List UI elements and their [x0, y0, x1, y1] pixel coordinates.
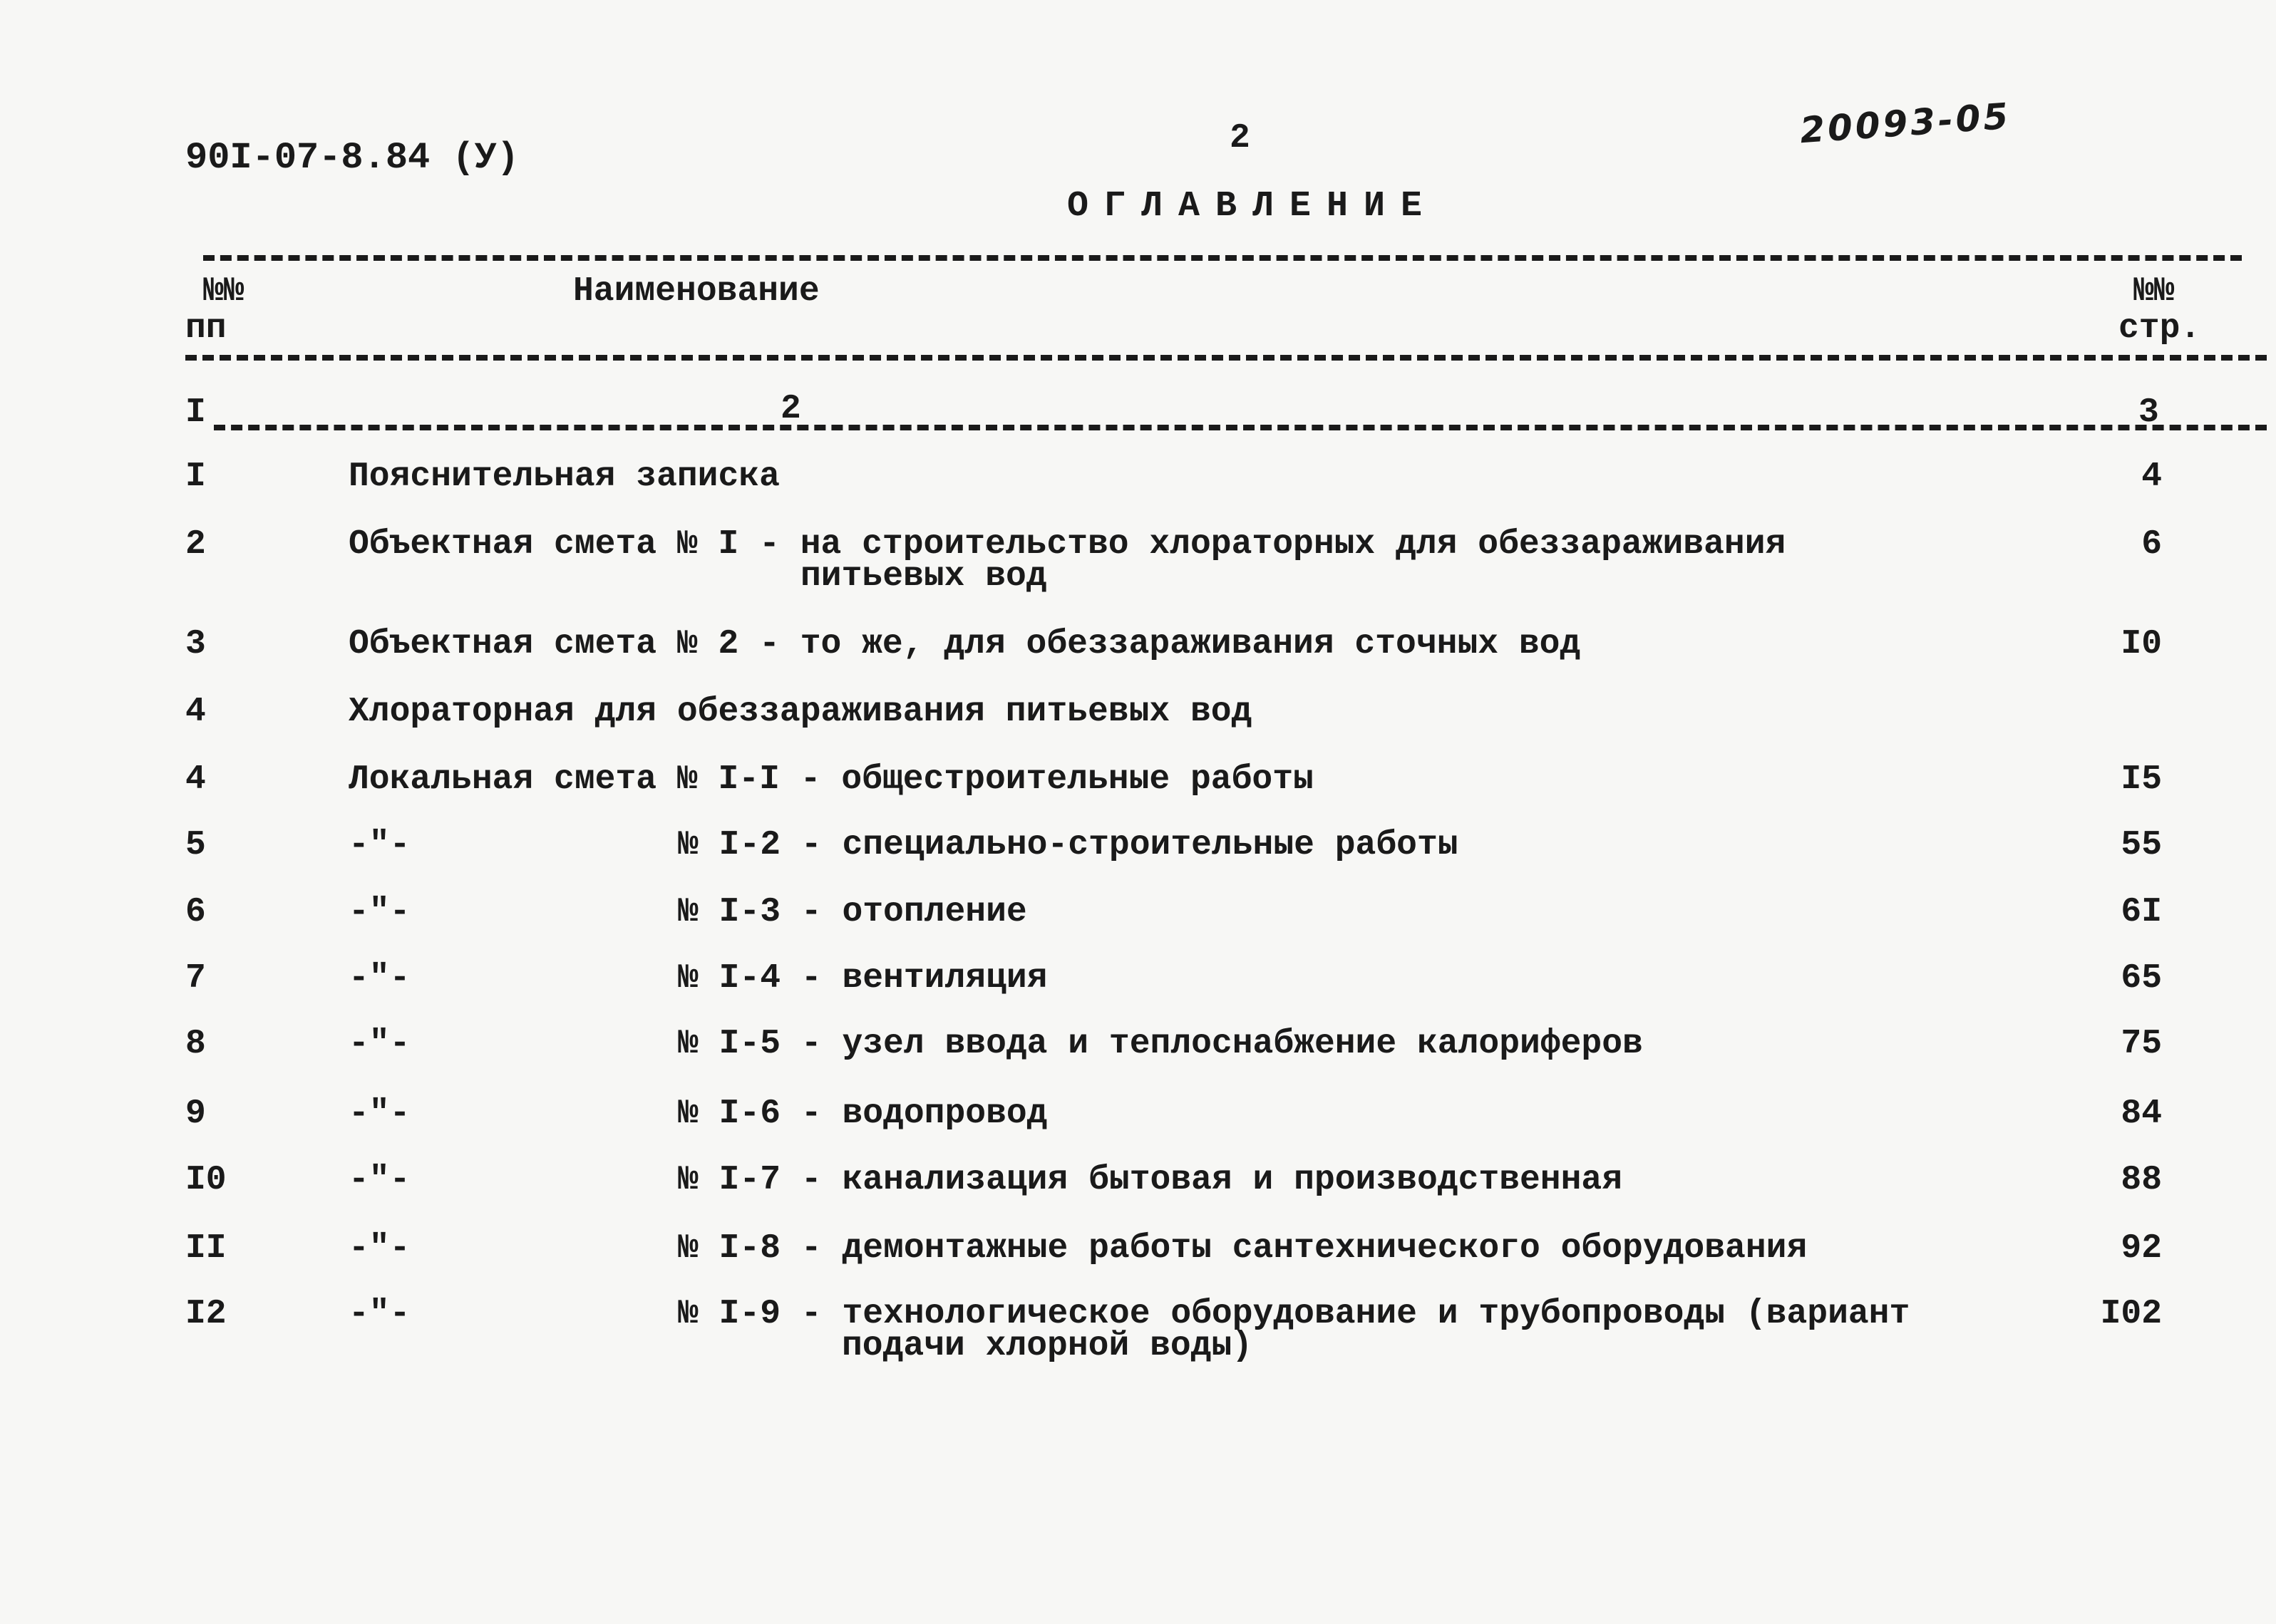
- divider: [203, 255, 2242, 261]
- row-number: I: [185, 457, 206, 496]
- row-number: 8: [185, 1025, 206, 1063]
- row-name: Локальная смета № I-I - общестроительные работы: [349, 760, 1314, 799]
- row-page: 6I: [2121, 893, 2162, 931]
- row-number: 3: [185, 625, 206, 663]
- row-continuation: подачи хлорной воды): [842, 1327, 1253, 1365]
- row-name: -"-: [349, 1025, 411, 1063]
- row-page: 88: [2121, 1161, 2162, 1199]
- row-page: 4: [2141, 457, 2162, 496]
- row-name: Объектная смета № I - на строительство хлораторных для обеззараживания: [349, 525, 1786, 564]
- row-subtitle: № I-6 - водопровод: [678, 1095, 1048, 1133]
- row-name: -"-: [349, 1295, 411, 1333]
- row-page: I5: [2121, 760, 2162, 799]
- col-index-num: I: [185, 393, 206, 432]
- row-number: 6: [185, 893, 206, 931]
- row-number: I2: [185, 1295, 227, 1333]
- row-continuation: питьевых вод: [800, 557, 1047, 596]
- divider: [185, 355, 2267, 361]
- row-number: I0: [185, 1161, 227, 1199]
- row-page: 6: [2141, 525, 2162, 564]
- row-name: -"-: [349, 1229, 411, 1268]
- row-subtitle: № I-5 - узел ввода и теплоснабжение калориферов: [678, 1025, 1643, 1063]
- row-number: 2: [185, 525, 206, 564]
- row-page: 55: [2121, 826, 2162, 864]
- row-subtitle: № I-7 - канализация бытовая и производственная: [678, 1161, 1623, 1199]
- col-num-header-top: №№: [203, 272, 244, 311]
- row-page: 92: [2121, 1229, 2162, 1268]
- col-page-header-bottom: стр.: [2118, 309, 2201, 348]
- row-name: -"-: [349, 959, 411, 998]
- row-page: 75: [2121, 1025, 2162, 1063]
- row-page: I02: [2100, 1295, 2162, 1333]
- page-number: 2: [1230, 119, 1250, 157]
- row-name: Пояснительная записка: [349, 457, 780, 496]
- row-name: Объектная смета № 2 - то же, для обеззараживания сточных вод: [349, 625, 1581, 663]
- col-name-header: Наименование: [573, 272, 820, 311]
- row-page: I0: [2121, 625, 2162, 663]
- row-number: 9: [185, 1095, 206, 1133]
- row-page: 84: [2121, 1095, 2162, 1133]
- row-subtitle: № I-2 - специально-строительные работы: [678, 826, 1458, 864]
- col-index-page: 3: [2138, 393, 2159, 432]
- row-name: -"-: [349, 1095, 411, 1133]
- row-page: 65: [2121, 959, 2162, 998]
- row-subtitle: № I-4 - вентиляция: [678, 959, 1048, 998]
- row-name: -"-: [349, 1161, 411, 1199]
- row-subtitle: № I-8 - демонтажные работы сантехнического оборудования: [678, 1229, 1808, 1268]
- row-name: Хлораторная для обеззараживания питьевых вод: [349, 693, 1252, 731]
- col-num-header-bottom: пп: [185, 309, 227, 348]
- document-code: 90I-07-8.84 (У): [185, 137, 520, 179]
- col-index-name: 2: [781, 390, 801, 428]
- page-title: ОГЛАВЛЕНИЕ: [1067, 186, 1438, 227]
- row-subtitle: № I-9 - технологическое оборудование и трубопроводы (вариант: [678, 1295, 1910, 1333]
- row-number: 5: [185, 826, 206, 864]
- row-name: -"-: [349, 826, 411, 864]
- row-subtitle: № I-3 - отопление: [678, 893, 1027, 931]
- row-number: II: [185, 1229, 227, 1268]
- row-number: 4: [185, 693, 206, 731]
- col-page-header-top: №№: [2133, 272, 2175, 311]
- row-number: 7: [185, 959, 206, 998]
- divider: [214, 425, 2267, 430]
- row-name: -"-: [349, 893, 411, 931]
- row-number: 4: [185, 760, 206, 799]
- handwritten-number: 20093-05: [1798, 95, 2012, 152]
